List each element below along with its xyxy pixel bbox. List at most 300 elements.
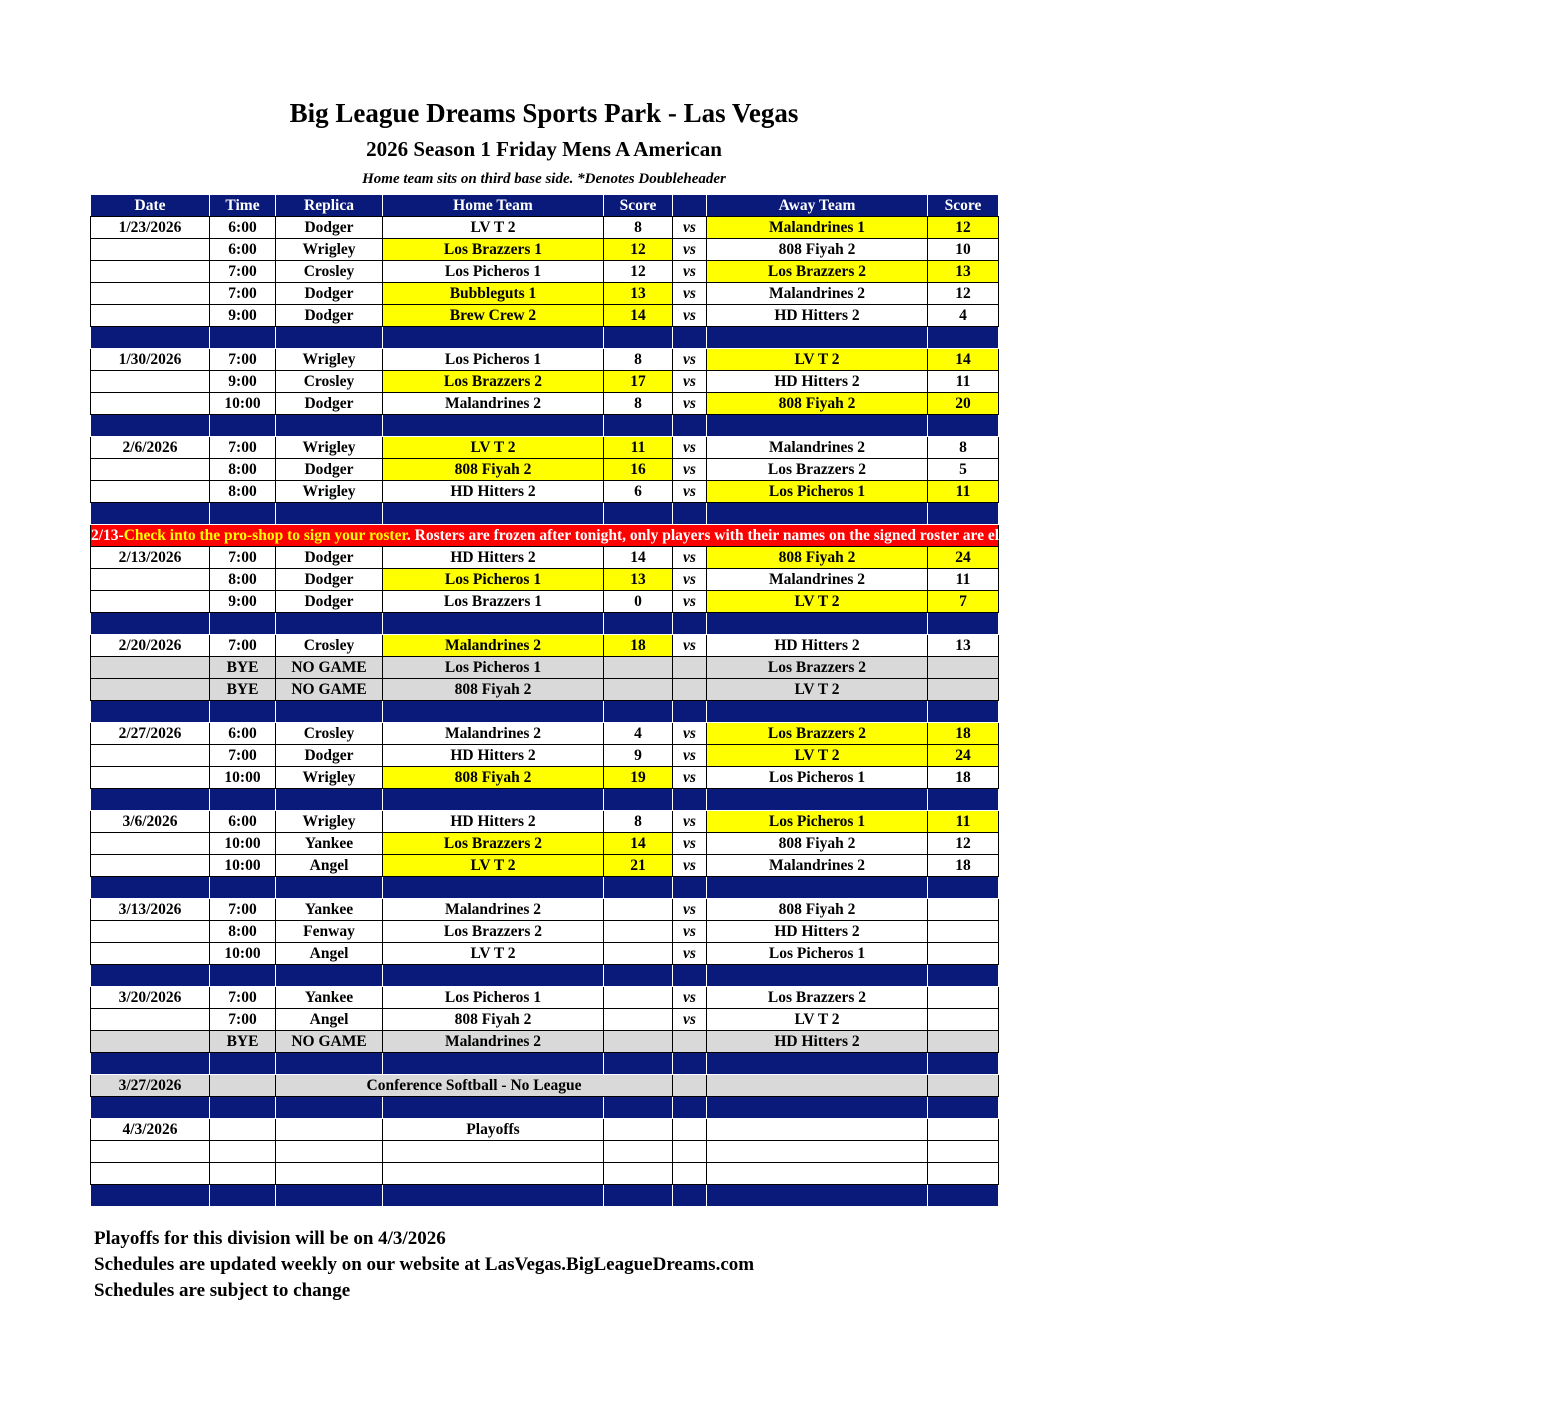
- col-time: Time: [210, 195, 276, 217]
- separator-cell: [91, 1097, 210, 1119]
- game-row: [91, 591, 999, 613]
- game-field: Wrigley: [276, 481, 383, 503]
- bye-row: [91, 657, 999, 679]
- game-time: 8:00: [210, 481, 276, 503]
- separator-cell: [707, 613, 928, 635]
- col-away-team: Away Team: [707, 195, 928, 217]
- game-row: [91, 855, 999, 877]
- game-date: [91, 833, 210, 855]
- game-field: Dodger: [276, 547, 383, 569]
- home-score: 6: [604, 481, 673, 503]
- vs-cell: [673, 1031, 707, 1053]
- away-score: 11: [928, 371, 999, 393]
- week-separator: [91, 415, 999, 437]
- game-field: Crosley: [276, 261, 383, 283]
- page-title: Big League Dreams Sports Park - Las Vegas: [289, 98, 799, 128]
- game-date: [91, 1009, 210, 1031]
- game-row: [91, 833, 999, 855]
- game-row: [91, 723, 999, 745]
- playoffs-row: [91, 1119, 999, 1141]
- away-score: [928, 1119, 999, 1141]
- home-team: Los Brazzers 2: [383, 833, 604, 855]
- home-score: [604, 657, 673, 679]
- game-row: [91, 745, 999, 767]
- game-row: [91, 217, 999, 239]
- game-time: 7:00: [210, 635, 276, 657]
- game-time: 7:00: [210, 349, 276, 371]
- vs-cell: vs: [673, 833, 707, 855]
- separator-cell: [276, 1185, 383, 1207]
- separator-cell: [604, 415, 673, 437]
- separator-cell: [604, 327, 673, 349]
- separator-cell: [673, 327, 707, 349]
- bye-row: [91, 1031, 999, 1053]
- away-team: Los Brazzers 2: [707, 723, 928, 745]
- home-score: 13: [604, 283, 673, 305]
- home-team: 808 Fiyah 2: [383, 1009, 604, 1031]
- away-score: 12: [928, 217, 999, 239]
- vs-cell: vs: [673, 481, 707, 503]
- game-field: Dodger: [276, 591, 383, 613]
- home-team: Los Picheros 1: [383, 987, 604, 1009]
- blank-row: [91, 1163, 999, 1185]
- game-time: 7:00: [210, 437, 276, 459]
- vs-cell: [673, 1075, 707, 1097]
- separator-cell: [673, 965, 707, 987]
- vs-cell: vs: [673, 569, 707, 591]
- game-time: 7:00: [210, 745, 276, 767]
- game-date: 1/23/2026: [91, 217, 210, 239]
- game-date: [91, 239, 210, 261]
- game-row: [91, 899, 999, 921]
- game-row: [91, 283, 999, 305]
- away-team: LV T 2: [707, 1009, 928, 1031]
- week-separator: [91, 965, 999, 987]
- vs-cell: vs: [673, 459, 707, 481]
- home-team: Brew Crew 2: [383, 305, 604, 327]
- col-date: Date: [91, 195, 210, 217]
- home-team: LV T 2: [383, 437, 604, 459]
- separator-cell: [276, 613, 383, 635]
- home-score: 19: [604, 767, 673, 789]
- separator-cell: [928, 327, 999, 349]
- separator-cell: [210, 415, 276, 437]
- game-field: Yankee: [276, 987, 383, 1009]
- col-replica: Replica: [276, 195, 383, 217]
- home-score: [604, 921, 673, 943]
- game-date: 3/20/2026: [91, 987, 210, 1009]
- blank-cell: [928, 1163, 999, 1185]
- separator-cell: [673, 789, 707, 811]
- vs-cell: vs: [673, 921, 707, 943]
- home-team: Los Brazzers 1: [383, 591, 604, 613]
- vs-cell: vs: [673, 437, 707, 459]
- game-date: [91, 261, 210, 283]
- footer-disclaimer: Schedules are subject to change: [94, 1280, 351, 1301]
- vs-cell: vs: [673, 349, 707, 371]
- game-row: [91, 635, 999, 657]
- separator-cell: [276, 965, 383, 987]
- separator-cell: [673, 1185, 707, 1207]
- game-field: Angel: [276, 1009, 383, 1031]
- away-score: [928, 899, 999, 921]
- no-league-text: Conference Softball - No League: [276, 1075, 673, 1097]
- separator-cell: [91, 701, 210, 723]
- blank-cell: [673, 1163, 707, 1185]
- game-row: [91, 371, 999, 393]
- footer-playoffs: Playoffs for this division will be on 4/3/2026: [94, 1228, 446, 1249]
- game-row: [91, 569, 999, 591]
- away-team: Los Brazzers 2: [707, 459, 928, 481]
- separator-cell: [383, 327, 604, 349]
- game-time: 7:00: [210, 987, 276, 1009]
- away-score: 11: [928, 811, 999, 833]
- game-date: 3/27/2026: [91, 1075, 210, 1097]
- separator-cell: [928, 613, 999, 635]
- vs-cell: vs: [673, 591, 707, 613]
- home-team: Bubbleguts 1: [383, 283, 604, 305]
- separator-cell: [383, 789, 604, 811]
- game-time: 10:00: [210, 855, 276, 877]
- roster-notice: [91, 525, 1550, 547]
- game-time: 7:00: [210, 283, 276, 305]
- game-date: [91, 657, 210, 679]
- game-time: 9:00: [210, 371, 276, 393]
- blank-cell: [210, 1141, 276, 1163]
- game-row: [91, 811, 999, 833]
- game-field: Dodger: [276, 305, 383, 327]
- game-time: 7:00: [210, 547, 276, 569]
- away-team: LV T 2: [707, 349, 928, 371]
- game-date: [91, 767, 210, 789]
- game-date: [91, 745, 210, 767]
- game-date: [91, 591, 210, 613]
- page-subtitle: 2026 Season 1 Friday Mens A American: [366, 137, 722, 161]
- game-field: Wrigley: [276, 239, 383, 261]
- vs-cell: [673, 657, 707, 679]
- game-field: Angel: [276, 943, 383, 965]
- home-team: HD Hitters 2: [383, 745, 604, 767]
- game-field: Crosley: [276, 635, 383, 657]
- game-time: 10:00: [210, 833, 276, 855]
- away-score: 24: [928, 745, 999, 767]
- game-field: Yankee: [276, 833, 383, 855]
- separator-cell: [604, 965, 673, 987]
- separator-cell: [383, 415, 604, 437]
- col-away-score: Score: [928, 195, 999, 217]
- game-date: [91, 283, 210, 305]
- game-row: [91, 459, 999, 481]
- home-team: LV T 2: [383, 855, 604, 877]
- away-team: 808 Fiyah 2: [707, 547, 928, 569]
- vs-cell: [673, 1119, 707, 1141]
- game-date: [91, 943, 210, 965]
- away-score: [928, 1031, 999, 1053]
- game-field: Dodger: [276, 217, 383, 239]
- roster-notice-row: [91, 525, 999, 547]
- game-date: [91, 855, 210, 877]
- separator-cell: [210, 503, 276, 525]
- home-score: 9: [604, 745, 673, 767]
- blank-cell: [210, 1163, 276, 1185]
- blank-cell: [928, 1141, 999, 1163]
- home-team: HD Hitters 2: [383, 547, 604, 569]
- separator-cell: [276, 415, 383, 437]
- vs-cell: vs: [673, 305, 707, 327]
- playoffs-label: Playoffs: [383, 1119, 604, 1141]
- vs-cell: vs: [673, 371, 707, 393]
- away-score: [928, 921, 999, 943]
- away-team: Los Brazzers 2: [707, 261, 928, 283]
- blank-cell: [673, 1141, 707, 1163]
- away-team: 808 Fiyah 2: [707, 899, 928, 921]
- vs-cell: [673, 679, 707, 701]
- col-vs: [673, 195, 707, 217]
- away-score: 11: [928, 481, 999, 503]
- game-time: 8:00: [210, 569, 276, 591]
- home-team: LV T 2: [383, 943, 604, 965]
- game-row: [91, 987, 999, 1009]
- game-time: 7:00: [210, 1009, 276, 1031]
- separator-cell: [210, 701, 276, 723]
- game-row: [91, 921, 999, 943]
- away-score: [928, 679, 999, 701]
- home-team: HD Hitters 2: [383, 811, 604, 833]
- vs-cell: vs: [673, 855, 707, 877]
- separator-cell: [276, 701, 383, 723]
- week-separator: [91, 1053, 999, 1075]
- separator-cell: [91, 1053, 210, 1075]
- game-time: BYE: [210, 657, 276, 679]
- game-row: [91, 437, 999, 459]
- separator-cell: [673, 613, 707, 635]
- game-time: 10:00: [210, 943, 276, 965]
- game-date: [91, 481, 210, 503]
- separator-cell: [276, 1053, 383, 1075]
- separator-cell: [604, 503, 673, 525]
- home-team: Los Picheros 1: [383, 657, 604, 679]
- away-team: HD Hitters 2: [707, 635, 928, 657]
- vs-cell: vs: [673, 987, 707, 1009]
- game-time: BYE: [210, 679, 276, 701]
- away-team: Los Picheros 1: [707, 481, 928, 503]
- separator-cell: [673, 877, 707, 899]
- game-date: 4/3/2026: [91, 1119, 210, 1141]
- away-team: Malandrines 2: [707, 569, 928, 591]
- game-time: BYE: [210, 1031, 276, 1053]
- home-score: 17: [604, 371, 673, 393]
- game-row: [91, 481, 999, 503]
- away-score: 18: [928, 855, 999, 877]
- game-time: 10:00: [210, 393, 276, 415]
- away-score: 4: [928, 305, 999, 327]
- notice-text: . Rosters are frozen after tonight, only players with their names on the signed roster are eligible for playoffs. Please check carefully as changes will not be made for omissions.: [406, 526, 1550, 544]
- home-score: [604, 987, 673, 1009]
- game-row: [91, 393, 999, 415]
- game-field: Dodger: [276, 393, 383, 415]
- away-score: 13: [928, 635, 999, 657]
- game-field: Crosley: [276, 371, 383, 393]
- vs-cell: vs: [673, 943, 707, 965]
- home-team: Malandrines 2: [383, 393, 604, 415]
- game-time: 7:00: [210, 261, 276, 283]
- vs-cell: vs: [673, 899, 707, 921]
- away-score: [928, 1075, 999, 1097]
- game-row: [91, 547, 999, 569]
- away-score: 11: [928, 569, 999, 591]
- home-score: [604, 1119, 673, 1141]
- game-time: [210, 1119, 276, 1141]
- away-score: [928, 657, 999, 679]
- away-score: [928, 987, 999, 1009]
- separator-cell: [383, 1053, 604, 1075]
- separator-cell: [604, 1053, 673, 1075]
- game-date: [91, 393, 210, 415]
- away-team: Malandrines 2: [707, 437, 928, 459]
- game-row: [91, 943, 999, 965]
- game-date: [91, 921, 210, 943]
- away-score: 12: [928, 833, 999, 855]
- home-score: 0: [604, 591, 673, 613]
- game-row: [91, 305, 999, 327]
- home-score: 21: [604, 855, 673, 877]
- home-score: 8: [604, 217, 673, 239]
- vs-cell: vs: [673, 217, 707, 239]
- away-score: [928, 1009, 999, 1031]
- game-row: [91, 261, 999, 283]
- game-time: 9:00: [210, 305, 276, 327]
- home-score: 8: [604, 393, 673, 415]
- separator-cell: [928, 503, 999, 525]
- week-separator: [91, 877, 999, 899]
- separator-cell: [210, 1097, 276, 1119]
- home-team: Los Picheros 1: [383, 569, 604, 591]
- game-field: Dodger: [276, 745, 383, 767]
- home-team: 808 Fiyah 2: [383, 459, 604, 481]
- away-team: HD Hitters 2: [707, 371, 928, 393]
- schedule-note: Home team sits on third base side. *Denotes Doubleheader: [362, 171, 726, 187]
- home-score: 8: [604, 811, 673, 833]
- week-separator: [91, 701, 999, 723]
- game-date: 3/13/2026: [91, 899, 210, 921]
- game-time: 9:00: [210, 591, 276, 613]
- away-team: HD Hitters 2: [707, 921, 928, 943]
- home-team: Malandrines 2: [383, 635, 604, 657]
- game-time: 8:00: [210, 459, 276, 481]
- home-score: 12: [604, 239, 673, 261]
- home-team: Los Brazzers 1: [383, 239, 604, 261]
- vs-cell: vs: [673, 1009, 707, 1031]
- schedule-table: [90, 194, 1550, 1207]
- separator-cell: [928, 965, 999, 987]
- separator-cell: [383, 1097, 604, 1119]
- col-home-team: Home Team: [383, 195, 604, 217]
- game-date: 2/6/2026: [91, 437, 210, 459]
- home-team: Malandrines 2: [383, 899, 604, 921]
- separator-cell: [210, 965, 276, 987]
- separator-cell: [928, 1097, 999, 1119]
- week-separator: [91, 1185, 999, 1207]
- away-score: 18: [928, 767, 999, 789]
- bye-row: [91, 679, 999, 701]
- blank-cell: [604, 1163, 673, 1185]
- no-league-row: [91, 1075, 999, 1097]
- separator-cell: [928, 877, 999, 899]
- blank-cell: [91, 1163, 210, 1185]
- separator-cell: [276, 503, 383, 525]
- separator-cell: [383, 1185, 604, 1207]
- week-separator: [91, 789, 999, 811]
- home-team: Los Picheros 1: [383, 349, 604, 371]
- separator-cell: [673, 415, 707, 437]
- game-date: [91, 1031, 210, 1053]
- blank-cell: [383, 1141, 604, 1163]
- home-score: [604, 1031, 673, 1053]
- game-field: NO GAME: [276, 1031, 383, 1053]
- game-date: 2/13/2026: [91, 547, 210, 569]
- home-team: Malandrines 2: [383, 1031, 604, 1053]
- separator-cell: [91, 415, 210, 437]
- vs-cell: vs: [673, 745, 707, 767]
- away-team: [707, 1075, 928, 1097]
- vs-cell: vs: [673, 393, 707, 415]
- away-team: [707, 1119, 928, 1141]
- away-team: LV T 2: [707, 745, 928, 767]
- separator-cell: [707, 877, 928, 899]
- home-score: 18: [604, 635, 673, 657]
- game-time: 7:00: [210, 899, 276, 921]
- game-time: 8:00: [210, 921, 276, 943]
- game-time: [210, 1075, 276, 1097]
- game-field: Dodger: [276, 283, 383, 305]
- away-score: 13: [928, 261, 999, 283]
- separator-cell: [383, 503, 604, 525]
- away-team: 808 Fiyah 2: [707, 393, 928, 415]
- week-separator: [91, 1097, 999, 1119]
- home-score: 8: [604, 349, 673, 371]
- game-time: 6:00: [210, 239, 276, 261]
- game-field: Fenway: [276, 921, 383, 943]
- separator-cell: [707, 1185, 928, 1207]
- home-score: 16: [604, 459, 673, 481]
- separator-cell: [707, 503, 928, 525]
- vs-cell: vs: [673, 767, 707, 789]
- game-date: [91, 459, 210, 481]
- separator-cell: [673, 503, 707, 525]
- away-score: [928, 943, 999, 965]
- separator-cell: [91, 877, 210, 899]
- game-time: 6:00: [210, 811, 276, 833]
- game-row: [91, 349, 999, 371]
- away-score: 24: [928, 547, 999, 569]
- separator-cell: [928, 789, 999, 811]
- col-home-score: Score: [604, 195, 673, 217]
- blank-cell: [707, 1141, 928, 1163]
- separator-cell: [210, 1185, 276, 1207]
- separator-cell: [604, 701, 673, 723]
- game-time: 6:00: [210, 723, 276, 745]
- blank-row: [91, 1141, 999, 1163]
- separator-cell: [210, 789, 276, 811]
- home-score: 11: [604, 437, 673, 459]
- game-time: 6:00: [210, 217, 276, 239]
- blank-cell: [707, 1163, 928, 1185]
- away-team: Los Picheros 1: [707, 767, 928, 789]
- separator-cell: [276, 877, 383, 899]
- separator-cell: [91, 1185, 210, 1207]
- game-date: [91, 569, 210, 591]
- game-date: 2/20/2026: [91, 635, 210, 657]
